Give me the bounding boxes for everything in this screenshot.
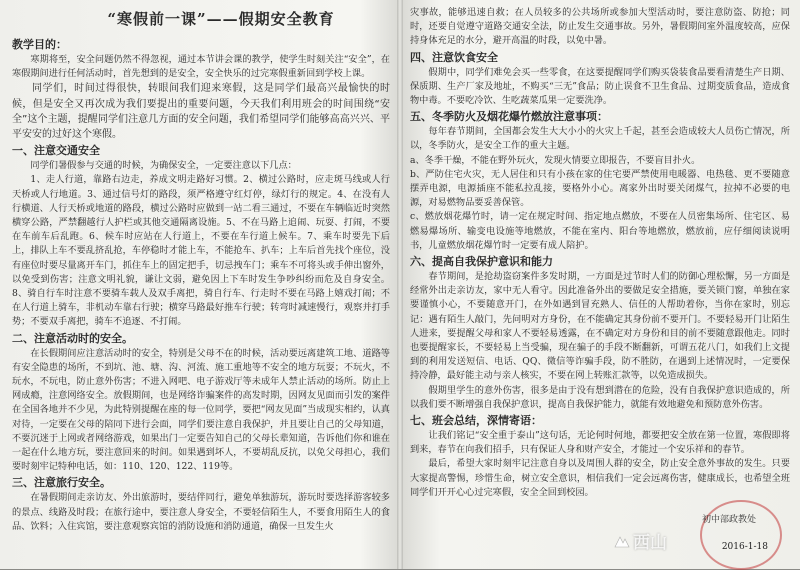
- official-seal: [700, 500, 782, 570]
- paragraph: b、严防住宅火灾，无人居住和只有小孩在家的住宅要严禁使用电暖器、电热毯、更不要随意摆弄电源，电源插座不能私拉乱接，要格外小心。离家外出时要关闭煤气，拉掉不必要的电源，对易燃物品要妥善保管。: [410, 168, 790, 209]
- document-date: 2016-1-18: [721, 542, 768, 552]
- paragraph: 同学们暑假参与交通的时候，为确保安全，一定要注意以下几点：: [30, 160, 297, 172]
- right-page-body: [410, 6, 790, 500]
- paragraph: 在暑假期间走亲访友、外出旅游时，要结伴同行，避免单独游玩，游玩时要选择游客较多的景点、线路及时段；在旅行途中，要注意人身安全，不要轻信陌生人，不要食用陌生人的食品、饮料；入住宾馆，要注意观察宾馆的消防设施和消防通道，确保一旦发生火: [12, 492, 390, 532]
- section-heading: 六、提高自我保护意识和能力: [410, 255, 553, 269]
- paragraph: 让我们铭记“安全重于泰山”这句话，无论何时何地，都要把安全放在第一位置，寒假即将到来，春节在向我们招手，只有保证人身和财产安全，才能过一个安乐祥和的春节。: [410, 430, 790, 456]
- paragraph: 灾事故，能够迅速自救；在人员较多的公共场所或参加大型活动时，要注意防盗、防抢；同时，还要自觉遵守道路交通安全法，防止发生交通事故。另外，暑假期间室外温度较高，应保持身体充足的水分，避开高温的时段，以免中暑。: [410, 7, 790, 47]
- paragraph: 1、走人行道，靠路右边走，养成文明走路好习惯。2、横过公路时，应走斑马线或人行天桥或人行地道。3、通过信号灯的路段，须严格遵守红灯停，绿灯行的规定。4、在没有人行横道、人行天桥或地道的路段，横过公路时应做到一站二看三通过，不要在车辆临近时突然横穿公路，严禁翻越行人护栏或其他交通隔离设施。5、不在马路上追闹、玩耍、打闹，不要在车前车后乱跑。6、候车时应站在人行道上，不要在车行道上候车。7、乘车时要先下后上，排队上车不要乱挤乱抢，车停稳时才能上车，不能抢车、扒车；上车后首先找个座位，没有座位时要尽量离开车门，抓住车上的固定把手，切忌拽车门；乘车不可将头或手伸出窗外，以免受到伤害；注意文明礼貌，谦让文弱，避免因上下车时发生争吵纠纷而危及自身安全。8、骑自行车时注意不要骑车载人及双手离把，骑自行车、行走时不要在马路上嬉戏打闹；不在人行道上骑车，非机动车靠右行驶；横穿马路最好推车行驶；转弯时减速慢行，观察并打手势；不要双手离把，骑车不追逐、不打闹。: [12, 174, 390, 328]
- section-heading: 七、班会总结，深情寄语：: [410, 414, 542, 428]
- right-page: [402, 0, 800, 569]
- section-heading: 四、注意饮食安全: [410, 50, 498, 64]
- document-title: “寒假前一课”——假期安全教育: [107, 10, 335, 28]
- paragraph: a、冬季干燥，不能在野外玩火，发现火情要立即报告，不要盲目扑火。: [410, 154, 701, 166]
- paragraph: 同学们，时间过得很快，转眼间我们迎来寒假，这是同学们最高兴最愉快的时候，但是安全又再次成为我们要提出的重要问题，今天我们利用班会的时间围绕“安全”这个主题，提醒同学们注意几方面的安全问题，我们希望同学们能够高高兴兴、平平安安的过好这个寒假。: [12, 83, 390, 141]
- paragraph: c、燃放烟花爆竹时，请一定在规定时间、指定地点燃放，不要在人员密集场所、住宅区、易燃易爆场所、输变电设施等地燃放，不能在室内、阳台等地燃放，燃放前，应仔细阅读说明书，儿童燃放烟花爆竹时一定要有成人陪护。: [410, 211, 790, 251]
- paragraph: 春节期间，是抢劫盗窃案件多发时期，一方面是过节时人们的防御心理松懈，另一方面是经常外出走亲访友，家中无人看守。因此准备外出的要做足安全措施，要关锁门窗，单独在家要谨慎小心，不要随意开门，在外如遇到冒充熟人、信任的人帮助着你，当你在家时，别忘记：遇有陌生人敲门，先问明对方身份，在不能确定其身份前不要开门。不要轻易开门让陌生人进来，要提醒父母和家人不要轻易透露，在不确定对方身份和目的前不要随意跟他走。同时也要提醒家长，不要轻易上当受骗，现在骗子的手段不断翻新，可谓五花八门，如我们上文提到的利用发送短信、电话、QQ、微信等诈骗手段，防不胜防，在遇到上述情况时，一定要保持冷静，最好能主动与亲人核实，不要在网上转账汇款等，以免造成损失。: [410, 271, 790, 382]
- paragraph: 寒期将至，安全问题仍然不得忽视，通过本节讲会课的教学，使学生时刻关注“安全”，在寒假期间进行任何活动时，首先想到的是安全，安全快乐的过完寒假重新回到学校上课。: [12, 54, 390, 80]
- paragraph: 假期中，同学们难免会买一些零食，在这要提醒同学们购买袋装食品要看清楚生产日期、保质期、生产厂家及地址，不购买“三无”食品；防止误食不卫生食品、过期变质食品，造成食物中毒。不要吃冷饮、生吃蔬菜瓜果一定要洗净。: [410, 66, 790, 107]
- section-heading: 三、注意旅行安全。: [12, 476, 111, 490]
- watermark-text: 西山: [633, 533, 667, 553]
- section-heading: 二、注意活动时的安全。: [12, 331, 133, 345]
- paragraph: 每年春节期间，全国都会发生大大小小的火灾上千起，甚至会造成较大人员伤亡情况，所以，冬季防火，是安全工作的重大主题。: [410, 126, 790, 152]
- left-page: [0, 0, 398, 569]
- paragraph: 最后，希望大家时刻牢记注意自身以及周围人群的安全，防止安全意外事故的发生。只要大家提高警惕，珍惜生命，树立安全意识，相信我们一定会远离伤害，健康成长，也希望全班同学们开开心心过完寒假，安全全回到校园。: [410, 458, 790, 498]
- section-heading: 一、注意交通安全: [12, 144, 100, 158]
- watermark: [614, 528, 667, 553]
- section-heading: 五、冬季防火及烟花爆竹燃放注意事项：: [410, 110, 608, 124]
- section-heading: 教学目的：: [12, 38, 67, 51]
- paragraph: 假期里学生的意外伤害，很多是由于没有想到潜在的危险，没有自我保护意识造成的，所以我们要不断增强自我保护意识，提高自我保护能力，就能有效地避免和预防意外伤害。: [410, 384, 790, 410]
- signature: 初中部政教处: [701, 515, 756, 525]
- watermark-logo-icon: [614, 535, 630, 549]
- paragraph: 在长假期间应注意活动时的安全，特别是父母不在的时候，活动要远离建筑工地、道路等有安全隐患的场所，不到坑、池、塘、沟、河流、施工重地等不安全的地方玩耍；不玩火，不玩水，不玩电，防止意外伤害；不进入网吧、电子游戏厅等未成年人禁止活动的场所。防止上网成瘾，注意网络安全。放假期间，也是网络诈骗案件的高发时期，因网友见面而引发的案件在全国各地并不少见，为此特别提醒在座的每一位同学，要把“网友见面”当成现实相约，认真对待，一定要在父母的陪同下进行会面，同学们要注意自我保护，并且要让自己的父母知道，不要沉迷于上网或者网络游戏，如果出门一定要告知自己的父母长辈知道，告诉他们你和谁在一起在什么地方玩，要注意回来的时间。如果遇到坏人，不要胡乱反抗，以免父母担心，我们要时刻牢记特种电话，如：110、120、122、119等。: [12, 347, 390, 473]
- left-page-body: [12, 37, 390, 534]
